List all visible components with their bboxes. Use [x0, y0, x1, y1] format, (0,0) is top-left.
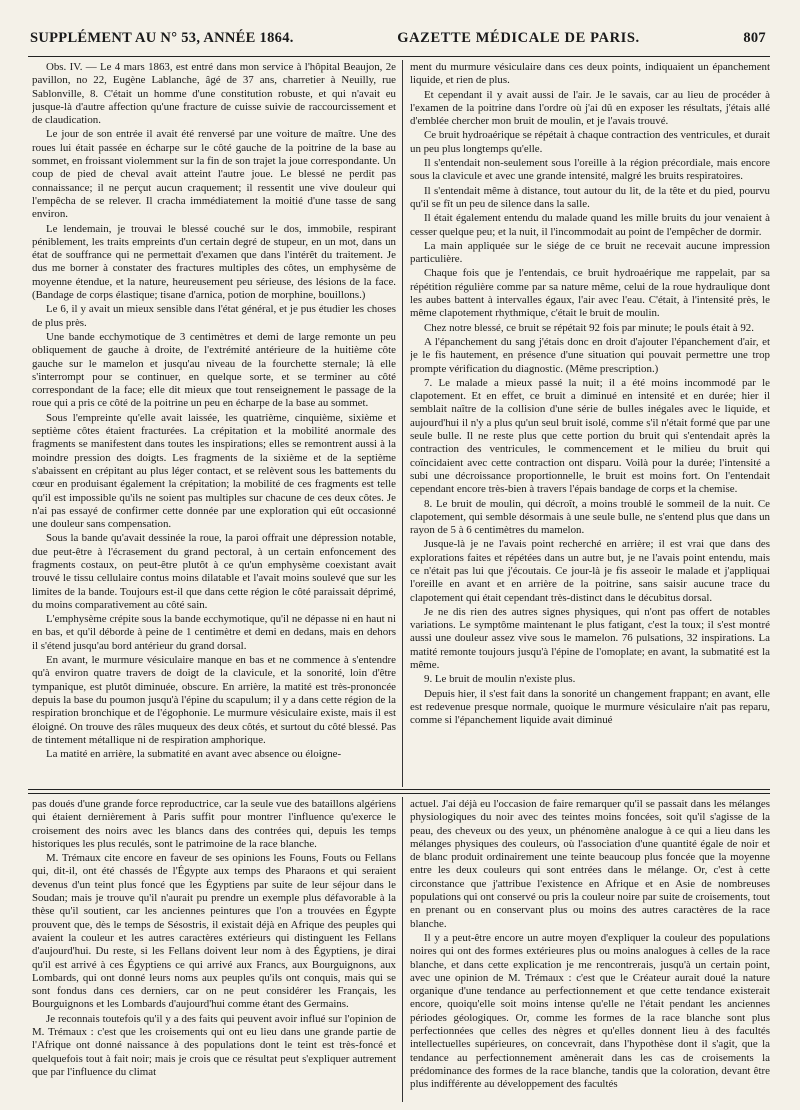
paragraph: Il s'entendait même à distance, tout autour du lit, de la tête et du pied, pourvu qu'il se fît un peu de silence dans la salle.	[410, 184, 770, 210]
paragraph: ment du murmure vésiculaire dans ces deux points, indiquaient un épanchement liquide, et rien de plus.	[410, 61, 770, 87]
paragraph: Une bande ecchymotique de 3 centimètres et demi de large remonte un peu obliquement de gauche à droite, de l'extrémité antérieure de la huitième côte gauche sur le mamelon et jusqu'au niveau de la fourchette sternale; là elle s'interrompt pour se continuer, en quelque sorte, et se terminer au côté correspondant de la face; elle dit mieux que tout renseignement le passage de la roue qui a pris ce côté de la poitrine un peu en écharpe de la base au sommet.	[32, 330, 396, 410]
paragraph: Je reconnais toutefois qu'il y a des faits qui peuvent avoir influé sur l'opinion de M. Trémaux : c'est que les croisements qui ont eu lieu dans une grande partie de l'Afrique ont donné naissance à des populations dont le teint est très-foncé et quelquefois tout à fait noir; mais je crois que ce résultat peut s'expliquer autrement que par l'influence du climat	[32, 1012, 396, 1078]
paragraph: Il s'entendait non-seulement sous l'oreille à la région précordiale, mais encore sous la clavicule et avec une grande intensité, malgré les bruits respiratoires.	[410, 157, 770, 183]
paragraph: 7. Le malade a mieux passé la nuit; il a été moins incommodé par le clapotement. Et en effet, ce bruit a diminué en intensité et en durée; hier il semblait naître de la collision d'une série de bulles inégales avec le liquide, et aujourd'hui il n'y a plus qu'un seul bruit isolé, comme s'il n'était formé que par une seule bulle. Il ne reste plus que cette portion du bruit qui s'entendait après la contraction des ventricules, le commencement et le milieu du bruit qui coïncidaient avec cette contraction ont disparu. Voilà pour la durée; l'intensité a subi une décroissance proportionnelle, le bruit est moins fort. On l'entendait cependant encore très-bien à travers l'épais bandage de corps et la chemise.	[410, 376, 770, 496]
paragraph: Chez notre blessé, ce bruit se répétait 92 fois par minute; le pouls était à 92.	[424, 321, 754, 334]
paragraph: 8. Le bruit de moulin, qui décroît, a moins troublé le sommeil de la nuit. Ce clapotement, qui semble désormais à une seule bulle, ne s'entend plus que dans un rayon de 5 à 6 centimètres du mamelon.	[410, 497, 770, 537]
paragraph: La matité en arrière, la submatité en avant avec absence ou éloigne-	[46, 748, 342, 761]
upper-right-column	[410, 61, 770, 785]
paragraph: Je ne dis rien des autres signes physiques, qui n'ont pas offert de notables variations. Le symptôme maintenant le plus fatigant, c'est la toux; il s'est montré aussi une douleur assez vive sous le mamelon. 76 pulsations, 32 inspirations. La matité remonte toujours jusqu'à l'épine de l'omoplate; en avant, la submatité est la même.	[410, 605, 770, 672]
paragraph: La main appliquée sur le siége de ce bruit ne recevait aucune impression particulière.	[410, 239, 770, 266]
paragraph: M. Trémaux cite encore en faveur de ses opinions les Founs, Fouts ou Fellans qui, dit-il, ont été chassés de l'Égypte aux temps des Pharaons et qui seraient devenus d'un teint plus foncé que les Égyptiens par suite de leur séjour dans le Soudan; mais je trouve qu'il n'aurait pu prendre un exemple plus défavorable à la thèse qu'il soutient, car les anciennes peintures que l'on a trouvées en Égypte prouvent que, dès le temps de Sésostris, il existait déjà en Afrique des peuples qui avaient la couleur et les autres caractères extérieurs qui distinguent les Fellans d'aujourd'hui. Du reste, si les Fellans doivent leur nom à des Égyptiens, je dirai qu'il est arrivé à ces Égyptiens ce qui arrivé aux Francs, aux Bourguignons, aux Lombards, qui ont donné leurs noms aux peuples qu'ils ont conquis, mais qui se sont fondus dans ces derniers, car on ne peut considérer les Français, les Bourguignons et les Lombards d'aujourd'hui comme étant des Germains.	[32, 852, 396, 1011]
journal-title: GAZETTE MÉDICALE DE PARIS.	[397, 30, 640, 46]
upper-column-divider	[402, 60, 403, 787]
paragraph: A l'épanchement du sang j'étais donc en droit d'ajouter l'épanchement d'air, et je le fis hautement, en présence d'une situation qui pouvait permettre une trop prompte vérification du diagnostic. (Même prescription.)	[410, 335, 770, 375]
lower-column-divider	[402, 797, 403, 1102]
paragraph: Sous l'empreinte qu'elle avait laissée, les quatrième, cinquième, sixième et septième côtes étaient fracturées. La crépitation et la mobilité anormale des fragments se manifestent dans toutes les inspirations; elles se remontrent aussi à la moindre pression des doigts. Les fragments de la sixième et de la septième s'abaissent en crépitant au plus léger contact, et se relèvent sous les battements du cœur en produisant également la crépitation; la mobilité de ces fragments est telle qu'il est impossible qu'ils ne soient pas multiples sur chacune de ces deux côtes. Je n'ai pas essayé de confirmer cette donnée par une exploration qui eût occasionné une douleur sans compensation.	[32, 411, 396, 531]
paragraph: Il y a peut-être encore un autre moyen d'expliquer la couleur des populations noires qui ont des formes extérieures plus ou moins analogues à celles de la race blanche, et dans cette explication je me rencontrerais, jusqu'à un certain point, avec une opinion de M. Trémaux : c'est que le Créateur aurait doué la nature organique d'une tendance au perfectionnement et que cette tendance existerait encore, quoiqu'elle soit moins intense qu'elle ne l'était pendant les anciennes périodes géologiques. Or, comme les formes de la race blanche sont plus perfectionnées que celles des nègres et qu'elles donnent lieu à des facultés intellectuelles supérieures, on concevrait, dans l'hypothèse dont il s'agit, que la tendance au perfectionnement amènerait dans les cas de croisements la prédominance des formes de la race blanche, tandis que la coloration, devant être plus indifférente au développement des facultés	[410, 931, 770, 1091]
paragraph: En avant, le murmure vésiculaire manque en bas et ne commence à s'entendre qu'à environ quatre travers de doigt de la clavicule, et la sonorité, loin d'être tympanique, est plutôt diminuée, obscure. En arrière, la matité est très-prononcée depuis la base du poumon jusqu'à l'épine du scapulum; il y a dans cette région de la respiration bronchique et de l'égophonie. Le murmure vésiculaire existe, mais il est éloigné. On trouve des râles muqueux des deux côtés, et surtout du côté blessé. Pas de tintement métallique ni de respiration amphorique.	[32, 654, 396, 746]
paragraph: Sous la bande qu'avait dessinée la roue, la paroi offrait une dépression notable, due peut-être à l'écrasement du grand pectoral, à un certain enfoncement des fragments costaux, on peut-être plutôt à ce qu'un emphysème coexistant avait trouvé le tissu cellulaire contus moins dilatable et l'avait moins soulevé que sur les limites de la bande. Toujours est-il que dans cette région le côté paraissait déprimé, du moins comparativement au côté sain.	[32, 532, 396, 611]
lower-right-column	[410, 798, 770, 1102]
section-rule	[28, 793, 770, 794]
paragraph: 9. Le bruit de moulin n'existe plus.	[424, 673, 576, 686]
paragraph: Chaque fois que je l'entendais, ce bruit hydroaérique me rappelait, par sa répétition régulière comme par sa nature même, celui de la roue hydraulique dont les aubes battent à intervalles égaux, l'air avec l'eau. C'était, à l'intensité près, le même clapotement rhythmique, c'était le bruit de moulin.	[410, 267, 770, 320]
paragraph: Le jour de son entrée il avait été renversé par une voiture de maître. Une des roues lui était passée en écharpe sur le côté gauche de la poitrine de la base au sommet, en froissant violemment sur la fin de son trajet la joue correspondante. Un coup de pied de cheval avait atteint l'autre joue. Le blessé ne perdit pas connaissance; il ne perçut aucun craquement; il ressentit une vive douleur qui l'empêcha de se relever. Il cracha immédiatement la moitié d'une tasse de sang environ.	[32, 128, 396, 221]
upper-left-column	[32, 61, 396, 785]
page-number: 807	[743, 30, 766, 46]
paragraph: pas doués d'une grande force reproductrice, car la seule vue des bataillons algériens qui étaient dernièrement à Paris suffit pour montrer l'influence qu'exerce le croisement des noirs avec les blancs dans des contrées qui, depuis les temps historiques les plus reculés, sont le patrimoine de la race blanche.	[32, 798, 396, 850]
paragraph: Le lendemain, je trouvai le blessé couché sur le dos, immobile, respirant péniblement, les traits empreints d'un certain degré de stupeur, en un mot, dans un état de souffrance qui ne permettait d'examen que dans l'intérêt du traitement. Je dus me borner à constater des fractures multiples des côtes, un emphysème de moyenne étendue, et la nature, heureusement peu sérieuse, des lésions de la face. (Bandage de corps élastique; tisane d'arnica, potion de morphine, bouillons.)	[32, 222, 396, 302]
paragraph: Depuis hier, il s'est fait dans la sonorité un changement frappant; en avant, elle est redevenue presque normale, quoique le murmure vésiculaire n'ait pas reparu, comme si l'épanchement liquide avait diminué	[410, 687, 770, 727]
paragraph: Jusque-là je ne l'avais point recherché en arrière; il est vrai que dans des explorations faites et répétées dans un autre but, je ne l'avais point entendu, mais ce n'était pas lui que j'écoutais. Ce jour-là je fis asseoir le malade et j'appliquai l'oreille en avant et en arrière de la poitrine, sans saisir aucune trace du clapotement qui était cependant très-distinct dans le décubitus dorsal.	[410, 538, 770, 604]
paragraph: Obs. IV. — Le 4 mars 1863, est entré dans mon service à l'hôpital Beaujon, 2e pavillon, no 22, Eugène Lablanche, âgé de 37 ans, charretier à Neuilly, rue Sablonville, 8. C'était un homme d'une constitution robuste, et qui n'avait eu jusque-là d'autre affection qu'une fracture de cuisse suivie de raccourcissement et de claudication.	[32, 61, 396, 127]
paragraph: Le 6, il y avait un mieux sensible dans l'état général, et je pus étudier les choses de plus près.	[32, 303, 396, 329]
paragraph: L'emphysème crépite sous la bande ecchymotique, qu'il ne dépasse ni en haut ni en bas, et qu'il déborde à peine de 1 centimètre et demi en dedans, mais en dehors il s'étend jusqu'au bord antérieur du grand dorsal.	[32, 613, 396, 652]
lower-left-column	[32, 798, 396, 1102]
paragraph: Il était également entendu du malade quand les mille bruits du jour venaient à cesser quelque peu; et la nuit, il l'incommodait au point de l'empêcher de dormir.	[410, 212, 770, 238]
running-head	[30, 30, 766, 52]
paragraph: actuel. J'ai déjà eu l'occasion de faire remarquer qu'il se passait dans les mélanges physiologiques du noir avec des teintes moins foncées, soit qu'il s'agisse de la peau, des cheveux ou des yeux, un phénomène analogue à ce qui a lieu dans les mélanges physiques des couleurs, où l'association d'une quantité égale de noir et de blanc produit ordinairement une teinte beaucoup plus foncée que la moyenne entre les deux couleurs qui sont entrées dans le mélange. Or, c'est à cette circonstance que j'attribue l'existence en Afrique et en Asie de nombreuses populations qui ont conservé ou pris la couleur noire par suite de croisements, tout en prenant ou en conservant plus ou moins des autres caractères de la race blanche.	[410, 798, 770, 930]
header-rule	[28, 56, 770, 57]
paragraph: Et cependant il y avait aussi de l'air. Je le savais, car au lieu de procéder à l'examen de la poitrine dans l'ordre où j'ai dû en exposer les résultats, j'étais allé d'emblée chercher mon bruit de moulin, et je l'avais trouvé.	[410, 88, 770, 128]
section-rule	[28, 789, 770, 790]
paragraph: Ce bruit hydroaérique se répétait à chaque contraction des ventricules, et durait un peu plus longtemps qu'elle.	[410, 129, 770, 155]
supplement-label: SUPPLÉMENT AU N° 53, ANNÉE 1864.	[30, 30, 294, 46]
